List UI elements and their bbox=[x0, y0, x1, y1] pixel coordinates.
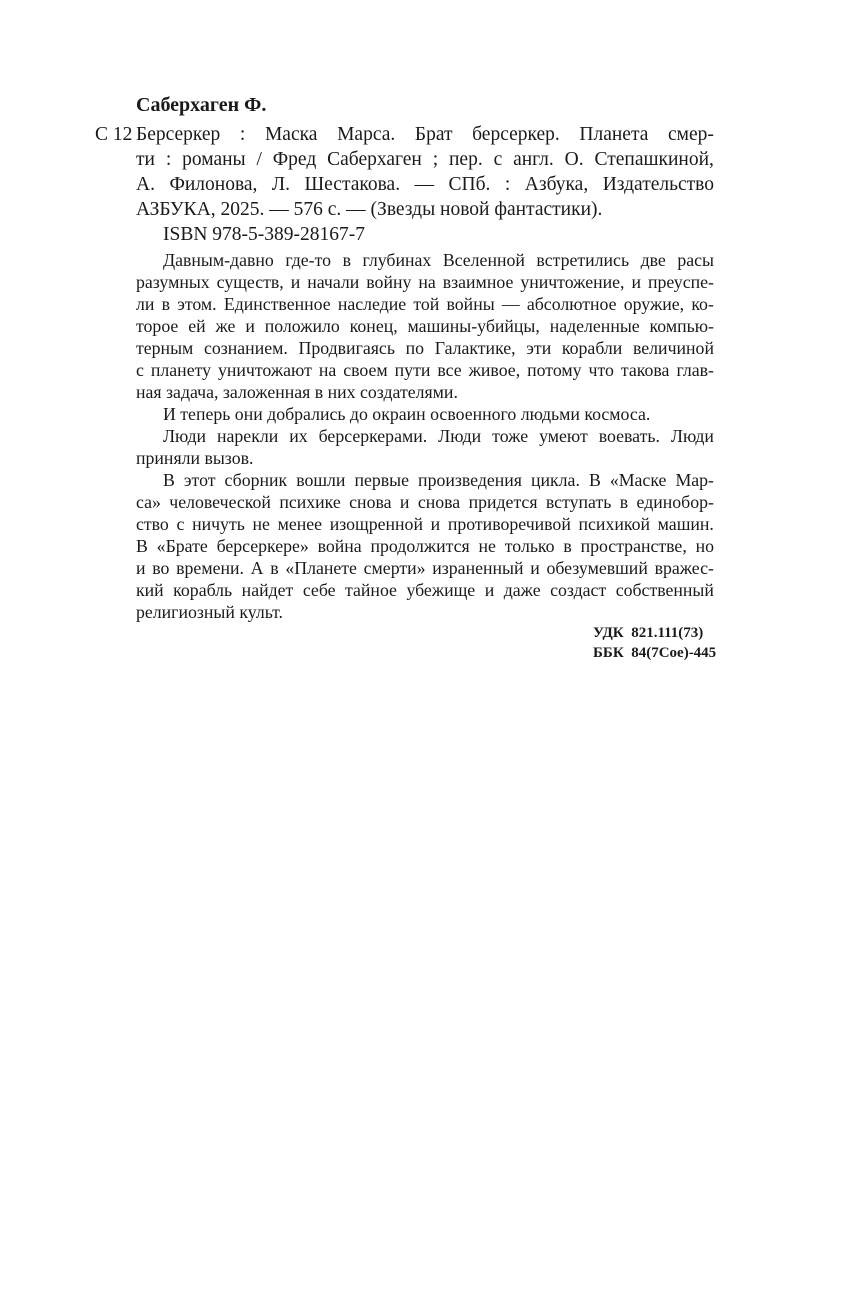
word: изощренной bbox=[329, 514, 423, 534]
word: сознанием. bbox=[203, 338, 288, 358]
word: не bbox=[252, 514, 270, 534]
word: войну bbox=[366, 272, 412, 292]
word: произведения bbox=[418, 470, 522, 490]
word: Мар- bbox=[675, 470, 714, 490]
citation-line bbox=[136, 174, 714, 196]
word: в bbox=[270, 558, 279, 578]
annotation-line bbox=[136, 293, 714, 315]
word: пути bbox=[394, 360, 431, 380]
word: существ, bbox=[216, 272, 284, 292]
annotation-line bbox=[136, 579, 714, 601]
word: менее bbox=[277, 514, 323, 534]
annotation-line bbox=[136, 557, 714, 579]
word: берсеркерами. bbox=[318, 426, 428, 446]
word: умеют bbox=[539, 426, 588, 446]
word: терным bbox=[136, 338, 194, 358]
word: две bbox=[640, 250, 666, 270]
word: романы bbox=[182, 149, 246, 170]
word: этот bbox=[183, 470, 216, 490]
word: : bbox=[239, 124, 246, 145]
word: в bbox=[342, 250, 351, 270]
word: Вселенной bbox=[442, 250, 525, 270]
word: встретились bbox=[536, 250, 630, 270]
word: Люди bbox=[163, 426, 207, 446]
word: Шестакова. bbox=[304, 174, 401, 195]
word: положило bbox=[264, 316, 340, 336]
word: цикла. bbox=[531, 470, 580, 490]
word: себе bbox=[302, 580, 336, 600]
word: А bbox=[250, 558, 264, 578]
word: и bbox=[245, 316, 255, 336]
annotation-line bbox=[136, 491, 714, 513]
annotation-line bbox=[136, 315, 714, 337]
udc-index: УДК 821.111(73) bbox=[593, 625, 704, 641]
word: все bbox=[437, 360, 462, 380]
word: корабли bbox=[561, 338, 623, 358]
annotation-line bbox=[136, 535, 714, 557]
word: израненный bbox=[432, 558, 524, 578]
word: по bbox=[405, 338, 425, 358]
word: во bbox=[152, 558, 170, 578]
word: снова bbox=[417, 492, 461, 512]
word: начали bbox=[307, 272, 360, 292]
word: пер. bbox=[448, 149, 483, 170]
word: даже bbox=[503, 580, 541, 600]
word: корабль bbox=[173, 580, 233, 600]
word: Фред bbox=[272, 149, 317, 170]
word: : bbox=[504, 174, 511, 195]
word: величиной bbox=[633, 338, 714, 358]
word: глубинах bbox=[362, 250, 432, 270]
word: абсолютное bbox=[526, 294, 617, 314]
word: ство bbox=[136, 514, 169, 534]
word: нарекли bbox=[217, 426, 279, 446]
annotation-line bbox=[163, 249, 714, 271]
word: психикой bbox=[578, 514, 650, 534]
word: Саберхаген bbox=[327, 149, 422, 170]
word: только bbox=[504, 536, 555, 556]
word: же bbox=[215, 316, 236, 336]
word: психике bbox=[279, 492, 341, 512]
word: и bbox=[399, 492, 410, 512]
word: с bbox=[176, 514, 185, 534]
word: собственный bbox=[615, 580, 714, 600]
word: Давным-давно bbox=[163, 250, 274, 270]
word: англ. bbox=[513, 149, 554, 170]
word: ко- bbox=[691, 294, 714, 314]
word: машин. bbox=[657, 514, 714, 534]
word: СПб. bbox=[448, 174, 491, 195]
word: Люди bbox=[438, 426, 482, 446]
citation-line: АЗБУКА, 2025. — 576 с. — (Звезды новой фантастики). bbox=[136, 199, 603, 220]
word: ничуть bbox=[192, 514, 245, 534]
word: вступать bbox=[545, 492, 612, 512]
word: Марса. bbox=[337, 124, 396, 145]
word: Люди bbox=[670, 426, 714, 446]
word: сборник bbox=[224, 470, 288, 490]
word: первые bbox=[354, 470, 410, 490]
word: разумных bbox=[136, 272, 210, 292]
word: с bbox=[136, 360, 144, 380]
word: торое bbox=[136, 316, 179, 336]
classification-code: С 12 bbox=[95, 124, 133, 145]
annotation-line bbox=[136, 513, 714, 535]
citation-line bbox=[136, 149, 714, 171]
bbk-index: ББК 84(7Сое)-445 bbox=[593, 645, 717, 661]
word: и bbox=[530, 558, 540, 578]
word: компью- bbox=[649, 316, 714, 336]
word: машины-убийцы, bbox=[407, 316, 540, 336]
word: их bbox=[289, 426, 308, 446]
word: смер- bbox=[668, 124, 714, 145]
word: конец, bbox=[349, 316, 398, 336]
word: и bbox=[136, 558, 146, 578]
annotation-line bbox=[163, 469, 714, 491]
word: своем bbox=[343, 360, 388, 380]
word: В bbox=[163, 470, 175, 490]
word: создаст bbox=[550, 580, 607, 600]
annotation-line bbox=[136, 271, 714, 293]
word: Планета bbox=[579, 124, 649, 145]
word: на bbox=[318, 360, 337, 380]
word: преуспе- bbox=[647, 272, 714, 292]
word: в bbox=[619, 492, 629, 512]
annotation-line bbox=[136, 337, 714, 359]
word: Степашкиной, bbox=[594, 149, 714, 170]
word: продолжится bbox=[370, 536, 470, 556]
word: обезумевший bbox=[546, 558, 648, 578]
word: воевать. bbox=[598, 426, 660, 446]
author-heading: Саберхаген Ф. bbox=[136, 94, 267, 116]
word: человеческой bbox=[169, 492, 271, 512]
isbn: ISBN 978-5-389-28167-7 bbox=[163, 224, 366, 245]
word: вражес- bbox=[654, 558, 714, 578]
word: и bbox=[290, 272, 301, 292]
word: Издательство bbox=[602, 174, 714, 195]
word: ; bbox=[432, 149, 439, 170]
word: и bbox=[484, 580, 495, 600]
word: Берсеркер bbox=[136, 124, 221, 145]
word: оружие, bbox=[623, 294, 685, 314]
word: Единственное bbox=[223, 294, 331, 314]
annotation-line: религиозный культ. bbox=[136, 602, 283, 622]
word: В bbox=[136, 536, 148, 556]
word: / bbox=[256, 149, 262, 170]
word: смерти» bbox=[363, 558, 426, 578]
word: берсеркере» bbox=[216, 536, 309, 556]
word: Азбука, bbox=[524, 174, 589, 195]
word: единобор- bbox=[636, 492, 714, 512]
word: ей bbox=[188, 316, 206, 336]
word: тайное bbox=[345, 580, 397, 600]
word: Продвигаясь bbox=[298, 338, 395, 358]
word: Галактике, bbox=[434, 338, 516, 358]
annotation-line bbox=[136, 359, 714, 381]
word: придется bbox=[468, 492, 538, 512]
word: такова bbox=[620, 360, 670, 380]
citation-line bbox=[136, 124, 714, 146]
word: вошли bbox=[296, 470, 346, 490]
annotation-line: И теперь они добрались до окраин освоенного людьми космоса. bbox=[163, 404, 651, 424]
word: что bbox=[588, 360, 614, 380]
word: : bbox=[165, 149, 172, 170]
word: где-то bbox=[285, 250, 332, 270]
word: найдет bbox=[241, 580, 294, 600]
word: Филонова, bbox=[169, 174, 258, 195]
word: убежище bbox=[406, 580, 476, 600]
word: В bbox=[588, 470, 601, 490]
word: — bbox=[501, 294, 520, 314]
word: наделенные bbox=[549, 316, 640, 336]
word: — bbox=[414, 174, 435, 195]
word: А. bbox=[136, 174, 155, 195]
word: этом. bbox=[177, 294, 217, 314]
word: войны bbox=[446, 294, 495, 314]
word: и bbox=[430, 514, 441, 534]
word: глав- bbox=[676, 360, 714, 380]
word: взаимное bbox=[442, 272, 514, 292]
annotation-line bbox=[163, 425, 714, 447]
word: Маска bbox=[264, 124, 318, 145]
word: эти bbox=[526, 338, 552, 358]
word: тоже bbox=[492, 426, 529, 446]
word: пространстве, bbox=[580, 536, 687, 556]
word: «Планете bbox=[285, 558, 357, 578]
word: уничтожение, bbox=[520, 272, 625, 292]
word: но bbox=[695, 536, 714, 556]
word: са» bbox=[136, 492, 161, 512]
word: война bbox=[317, 536, 362, 556]
word: в bbox=[563, 536, 572, 556]
word: времени. bbox=[176, 558, 244, 578]
word: «Маске bbox=[609, 470, 667, 490]
word: Л. bbox=[271, 174, 291, 195]
word: той bbox=[413, 294, 440, 314]
word: уничтожают bbox=[218, 360, 312, 380]
word: берсеркер. bbox=[472, 124, 560, 145]
word: планету bbox=[150, 360, 212, 380]
word: и bbox=[631, 272, 641, 292]
word: потому bbox=[527, 360, 582, 380]
word: противоречивой bbox=[447, 514, 571, 534]
word: живое, bbox=[468, 360, 521, 380]
word: снова bbox=[349, 492, 392, 512]
word: не bbox=[478, 536, 496, 556]
annotation-line: приняли вызов. bbox=[136, 448, 254, 468]
word: ти bbox=[136, 149, 155, 170]
word: «Брате bbox=[156, 536, 208, 556]
word: с bbox=[493, 149, 503, 170]
word: О. bbox=[564, 149, 584, 170]
word: на bbox=[418, 272, 436, 292]
word: в bbox=[161, 294, 170, 314]
word: ли bbox=[136, 294, 155, 314]
word: расы bbox=[677, 250, 714, 270]
word: Брат bbox=[414, 124, 453, 145]
word: наследие bbox=[337, 294, 407, 314]
annotation-line: ная задача, заложенная в них создателями. bbox=[136, 382, 458, 402]
word: кий bbox=[136, 580, 164, 600]
